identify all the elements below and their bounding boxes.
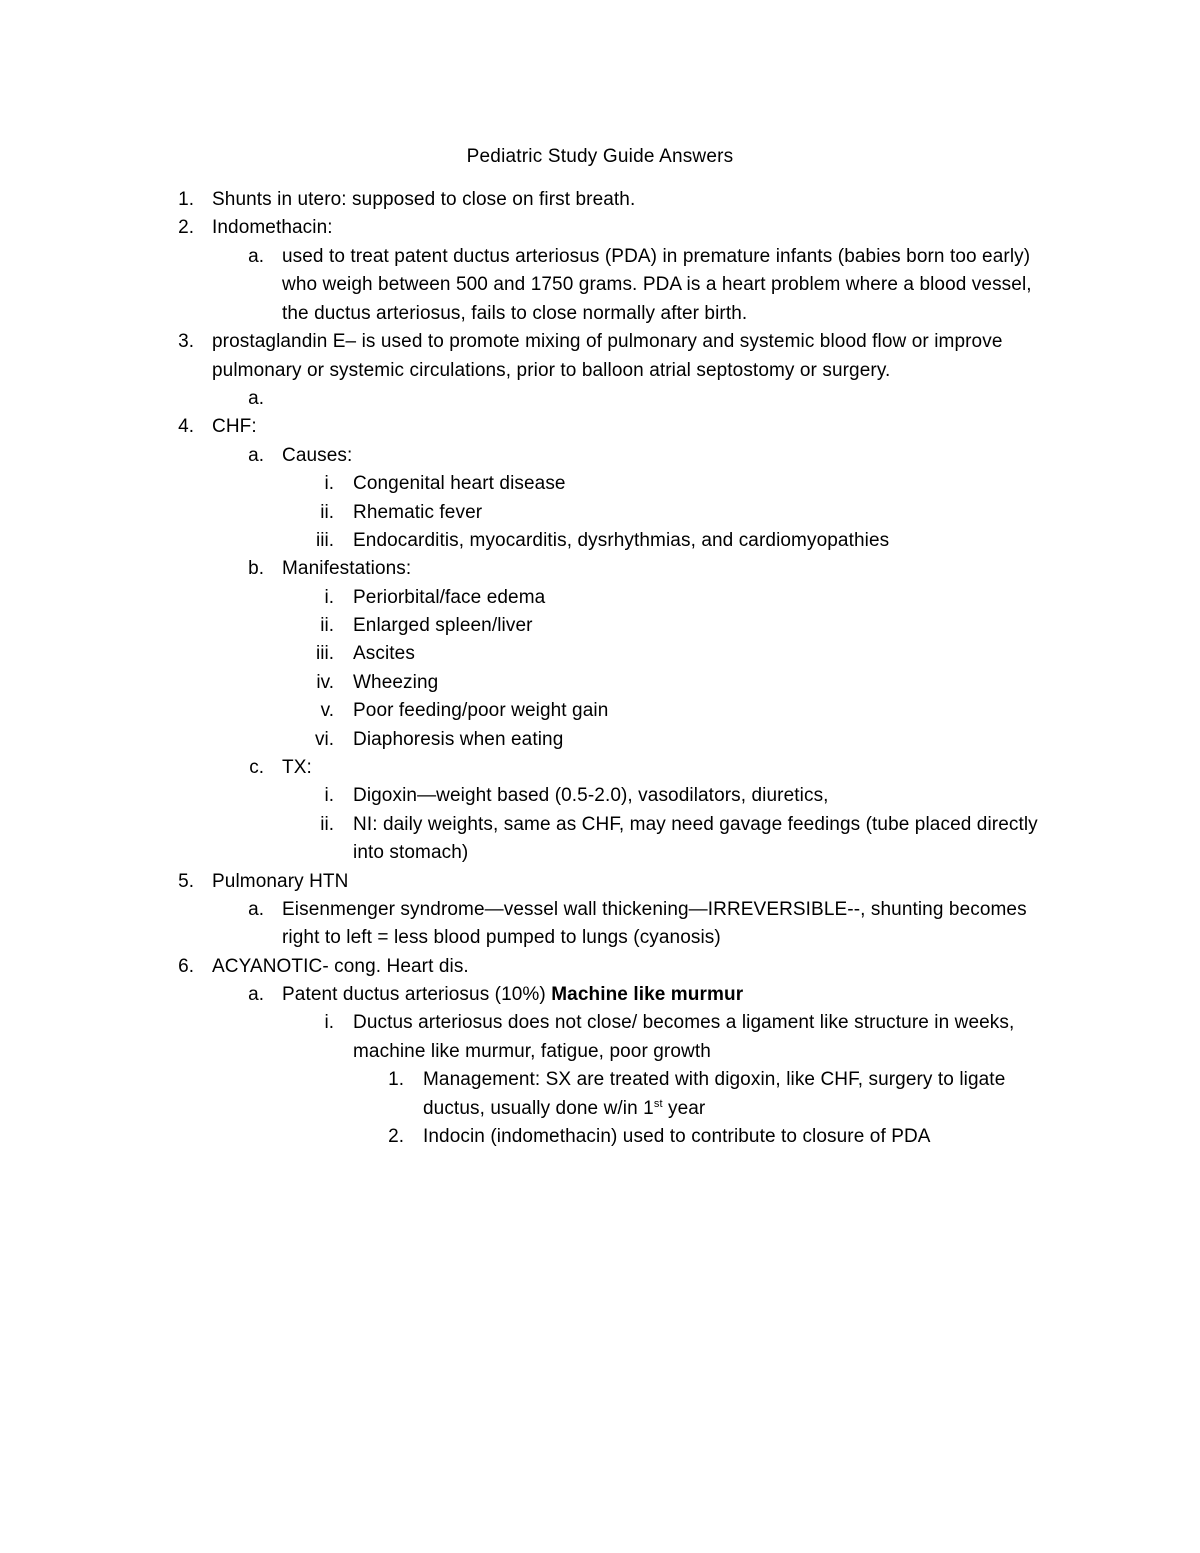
list-item: Pulmonary HTN <box>212 871 349 892</box>
list-item: Wheezing <box>353 672 439 693</box>
list-marker: a. <box>248 984 264 1005</box>
list-marker: i. <box>324 473 334 494</box>
list-item-continuation: into stomach) <box>353 842 469 863</box>
list-item: NI: daily weights, same as CHF, may need gavage feedings (tube placed directly <box>353 814 1038 835</box>
list-item: Endocarditis, myocarditis, dysrhythmias, and cardiomyopathies <box>353 530 890 551</box>
list-marker: a. <box>248 388 264 409</box>
list-item: prostaglandin E– is used to promote mixing of pulmonary and systemic blood flow or improve <box>212 331 1003 352</box>
list-item-continuation: right to left = less blood pumped to lungs (cyanosis) <box>282 927 721 948</box>
list-marker: i. <box>324 785 334 806</box>
list-marker: 2. <box>388 1126 404 1147</box>
list-item-continuation: who weigh between 500 and 1750 grams. PDA is a heart problem where a blood vessel, <box>282 274 1032 295</box>
list-item: Management: SX are treated with digoxin, like CHF, surgery to ligate <box>423 1069 1006 1090</box>
list-marker: v. <box>320 700 334 721</box>
list-marker: i. <box>324 587 334 608</box>
list-marker: ii. <box>320 814 334 835</box>
list-item-text: Patent ductus arteriosus (10%) <box>282 984 552 1005</box>
list-item: Congenital heart disease <box>353 473 566 494</box>
list-item: Eisenmenger syndrome—vessel wall thickening—IRREVERSIBLE--, shunting becomes <box>282 899 1027 920</box>
list-marker: a. <box>248 246 264 267</box>
list-item-text: ductus, usually done w/in 1 <box>423 1098 654 1119</box>
list-marker: 1. <box>178 189 194 210</box>
list-item: Shunts in utero: supposed to close on first breath. <box>212 189 636 210</box>
list-item: Ductus arteriosus does not close/ becomes a ligament like structure in weeks, <box>353 1012 1015 1033</box>
list-item <box>282 981 743 1009</box>
list-item-continuation: pulmonary or systemic circulations, prior to balloon atrial septostomy or surgery. <box>212 360 891 381</box>
list-marker: ii. <box>320 502 334 523</box>
list-item-text-after: year <box>662 1098 706 1119</box>
list-item-continuation: the ductus arteriosus, fails to close normally after birth. <box>282 303 748 324</box>
list-item: Causes: <box>282 445 353 466</box>
bold-emphasis: Machine like murmur <box>551 984 744 1005</box>
list-item: Poor feeding/poor weight gain <box>353 700 609 721</box>
list-item: Indocin (indomethacin) used to contribute to closure of PDA <box>423 1126 931 1147</box>
list-item: Digoxin—weight based (0.5-2.0), vasodilators, diuretics, <box>353 785 829 806</box>
list-marker: b. <box>248 558 264 579</box>
list-item: Diaphoresis when eating <box>353 729 564 750</box>
list-marker: 1. <box>388 1069 404 1090</box>
list-marker: 6. <box>178 956 194 977</box>
list-marker: vi. <box>315 729 334 750</box>
list-marker: 3. <box>178 331 194 352</box>
list-item: Rhematic fever <box>353 502 483 523</box>
list-item: TX: <box>282 757 312 778</box>
list-marker: 2. <box>178 217 194 238</box>
list-marker: a. <box>248 445 264 466</box>
list-item: ACYANOTIC- cong. Heart dis. <box>212 956 469 977</box>
list-item-continuation <box>423 1095 705 1123</box>
list-marker: iii. <box>316 530 334 551</box>
list-item: Ascites <box>353 643 415 664</box>
list-marker: iii. <box>316 643 334 664</box>
list-marker: c. <box>249 757 264 778</box>
list-marker: 5. <box>178 871 194 892</box>
list-marker: a. <box>248 899 264 920</box>
list-item: Enlarged spleen/liver <box>353 615 533 636</box>
list-marker: iv. <box>316 672 334 693</box>
list-item: CHF: <box>212 416 257 437</box>
list-item: used to treat patent ductus arteriosus (PDA) in premature infants (babies born too early) <box>282 246 1031 267</box>
list-item-continuation: machine like murmur, fatigue, poor growth <box>353 1041 711 1062</box>
ordinal-superscript: st <box>653 1098 663 1110</box>
list-marker: i. <box>324 1012 334 1033</box>
list-item: Indomethacin: <box>212 217 333 238</box>
list-marker: ii. <box>320 615 334 636</box>
document-title: Pediatric Study Guide Answers <box>466 146 734 167</box>
list-item: Manifestations: <box>282 558 412 579</box>
list-item: Periorbital/face edema <box>353 587 546 608</box>
list-marker: 4. <box>178 416 194 437</box>
